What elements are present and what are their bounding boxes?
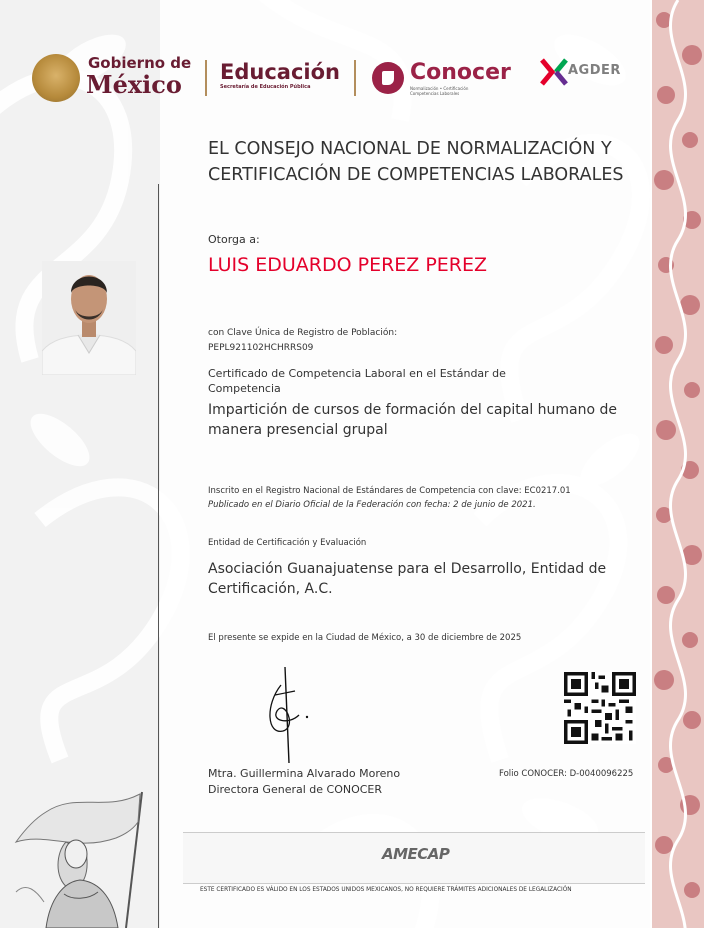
certificate-type-label: Certificado de Competencia Laboral en el Estándar de Competencia — [208, 367, 506, 395]
issuer-title: EL CONSEJO NACIONAL DE NORMALIZACIÓN Y CERTIFICACIÓN DE COMPETENCIAS LABORALES — [208, 139, 624, 185]
flag-woman-illustration — [6, 782, 156, 928]
conocer-subtitle-line: Competencias Laborales — [410, 91, 460, 96]
conocer-label: Conocer — [410, 60, 511, 85]
folio-number: Folio CONOCER: D-0040096225 — [499, 769, 634, 779]
header-divider — [205, 60, 207, 96]
educacion-label: Educación — [220, 60, 340, 84]
curp-label: con Clave Única de Registro de Población: — [208, 328, 398, 338]
header-divider — [354, 60, 356, 96]
validity-footer: ESTE CERTIFICADO ES VÁLIDO EN LOS ESTADOS UNIDOS MEXICANOS, NO REQUIERE TRÁMITES ADICIONALES DE LEGALIZACIÓN — [200, 887, 572, 893]
decorative-border — [652, 0, 704, 928]
issue-date-text: El presente se expide en la Ciudad de México, a 30 de diciembre de 2025 — [208, 633, 522, 643]
gobierno-label: Gobierno de — [88, 54, 192, 72]
conocer-logo-icon — [372, 62, 404, 94]
agder-logo-icon — [540, 56, 568, 88]
standard-name: Impartición de cursos de formación del capital humano de manera presencial grupal — [208, 402, 618, 438]
agder-label: AGDER — [568, 63, 621, 78]
sep-label: Secretaría de Educación Pública — [220, 84, 311, 90]
recipient-photo — [42, 261, 136, 375]
entity-name: Asociación Guanajuatense para el Desarrollo, Entidad de Certificación, A.C. — [208, 561, 607, 597]
signer-title: Directora General de CONOCER — [208, 783, 383, 796]
conocer-subtitle — [410, 86, 468, 96]
mexico-label: México — [86, 70, 182, 99]
recipient-name: LUIS EDUARDO PEREZ PEREZ — [208, 254, 488, 276]
curp-value: PEPL921102HCHRRS09 — [208, 343, 314, 353]
qr-code-icon — [564, 672, 636, 744]
gobierno-mexico-logo — [32, 52, 192, 102]
otorga-label: Otorga a: — [208, 233, 260, 246]
entity-label: Entidad de Certificación y Evaluación — [208, 538, 367, 548]
mexico-seal-icon — [32, 54, 80, 102]
signature-icon — [255, 665, 325, 765]
amecap-logo: AMECAP — [382, 845, 450, 863]
publication-text: Publicado en el Diario Oficial de la Federación con fecha: 2 de junio de 2021. — [208, 500, 536, 510]
signer-name: Mtra. Guillermina Alvarado Moreno — [208, 767, 401, 780]
registry-text: Inscrito en el Registro Nacional de Estándares de Competencia con clave: EC0217.01 — [208, 486, 571, 496]
conocer-subtitle-line: Normalización • Certificación — [410, 86, 469, 91]
vertical-rule — [158, 184, 159, 928]
educacion-logo — [220, 60, 340, 90]
